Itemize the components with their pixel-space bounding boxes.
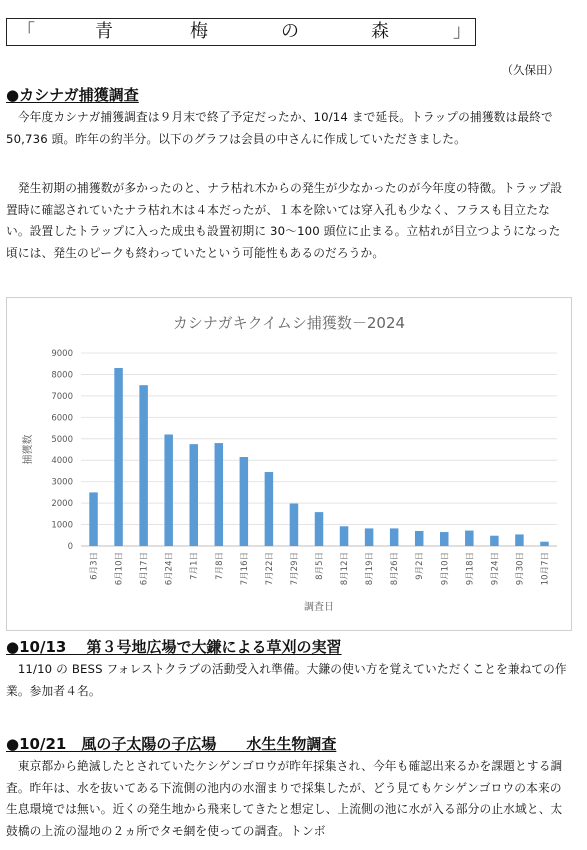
bar-chart-svg — [7, 298, 571, 630]
title-bracket-close: 」 — [453, 21, 471, 42]
x-tick-label: 8月12日 — [340, 552, 351, 586]
bar — [139, 385, 148, 546]
bar — [390, 528, 399, 546]
title-char-2: 梅 — [190, 21, 208, 42]
bar — [89, 492, 98, 546]
y-tick-label: 1000 — [51, 520, 73, 531]
x-tick-label: 8月19日 — [365, 552, 376, 586]
section-heading-kashinaga: ●カシナガ捕獲調査 — [6, 86, 139, 104]
y-axis-title: 捕獲数 — [23, 434, 34, 465]
title-char-1: 青 — [95, 21, 113, 42]
x-tick-label: 7月16日 — [239, 552, 250, 586]
bar — [315, 512, 324, 546]
x-tick-label: 9月10日 — [440, 552, 451, 586]
bar — [515, 534, 524, 546]
section-heading-aquatic-survey: ●10/21 風の子太陽の子広場 水生生物調査 — [6, 735, 337, 753]
y-tick-label: 8000 — [51, 370, 73, 381]
section-paragraph: 発生初期の捕獲数が多かったのと、ナラ枯れ木からの発生が少なかったのが今年度の特徴。トラップ設置時に確認されていたナラ枯れ木は４本だったが、１本を除いては穿入孔も少なく、フラスも目立たない。設置したトラップに入った成虫も設置初期に 30～100 頭位に止まる。立枯れが目立つようになった頃には、発生のピークも終わっていたという可能性もあるのだろうか。 — [6, 181, 563, 260]
bar — [440, 532, 449, 546]
title-char-3: の — [281, 21, 299, 42]
x-tick-label: 6月17日 — [139, 552, 150, 586]
bar — [265, 472, 274, 546]
x-tick-label: 7月1日 — [189, 552, 200, 580]
bar — [340, 526, 349, 546]
bar — [490, 536, 499, 546]
y-tick-label: 3000 — [51, 477, 73, 488]
section-paragraph: 11/10 の BESS フォレストクラブの活動受入れ準備。大鎌の使い方を覚えていただくことを兼ねての作業。参加者４名。 — [6, 662, 567, 698]
y-tick-label: 2000 — [51, 499, 73, 510]
x-tick-label: 6月10日 — [114, 552, 125, 586]
bar — [290, 504, 299, 546]
x-tick-label: 7月22日 — [264, 552, 275, 586]
section-paragraph: 東京都から絶滅したとされていたケシゲンゴロウが昨年採集され、今年も確認出来るかを課題とする調査。昨年は、水を抜いてある下流側の池内の水溜まりで採集したが、どう見てもケシゲンゴロウの本来の生息環境では無い。近くの発生地から飛来してきたと想定し、上流側の池に水が入る部分の止水域と、太鼓橋の上流の湿地の２ヵ所でタモ網を使っての調査。トンボ — [6, 759, 563, 838]
x-tick-label: 7月8日 — [214, 552, 225, 580]
x-axis-title: 調査日 — [304, 602, 334, 613]
x-tick-label: 9月30日 — [515, 552, 526, 586]
x-tick-label: 6月3日 — [89, 552, 100, 580]
bar — [415, 531, 424, 546]
x-tick-label: 8月26日 — [390, 552, 401, 586]
x-tick-label: 8月5日 — [315, 552, 325, 580]
capture-count-chart — [6, 297, 572, 631]
bar — [365, 528, 374, 546]
y-tick-label: 7000 — [51, 391, 73, 402]
bar — [189, 444, 198, 546]
x-tick-label: 9月24日 — [490, 552, 501, 586]
y-tick-label: 9000 — [51, 349, 73, 359]
x-tick-label: 6月24日 — [164, 552, 175, 586]
x-tick-label: 7月29日 — [289, 552, 300, 586]
bar — [240, 457, 249, 546]
chart-title: カシナガキクイムシ捕獲数－2024 — [172, 314, 406, 332]
x-tick-label: 10月7日 — [540, 552, 551, 586]
section-heading-mowing: ●10/13 第３号地広場で大鎌による草刈の実習 — [6, 638, 342, 656]
bar — [215, 443, 224, 546]
x-tick-label: 9月2日 — [415, 552, 426, 580]
y-tick-label: 5000 — [51, 434, 73, 445]
title-char-4: 森 — [371, 21, 389, 42]
bar — [114, 368, 123, 546]
y-tick-label: 0 — [67, 542, 73, 552]
bar — [540, 542, 549, 546]
x-tick-label: 9月18日 — [465, 552, 476, 586]
newsletter-title-box — [6, 18, 476, 46]
author-name: （久保田） — [501, 63, 559, 77]
y-tick-label: 6000 — [51, 413, 73, 424]
section-paragraph: 今年度カシナガ捕獲調査は９月末で終了予定だったか、10/14 まで延長。トラップの捕獲数は最終で 50,736 頭。昨年の約半分。以下のグラフは会員の中さんに作成していただきました。 — [6, 110, 553, 146]
y-tick-label: 4000 — [51, 456, 73, 467]
title-bracket-open: 「 — [17, 21, 35, 42]
bar — [164, 434, 173, 546]
bar — [465, 531, 474, 546]
